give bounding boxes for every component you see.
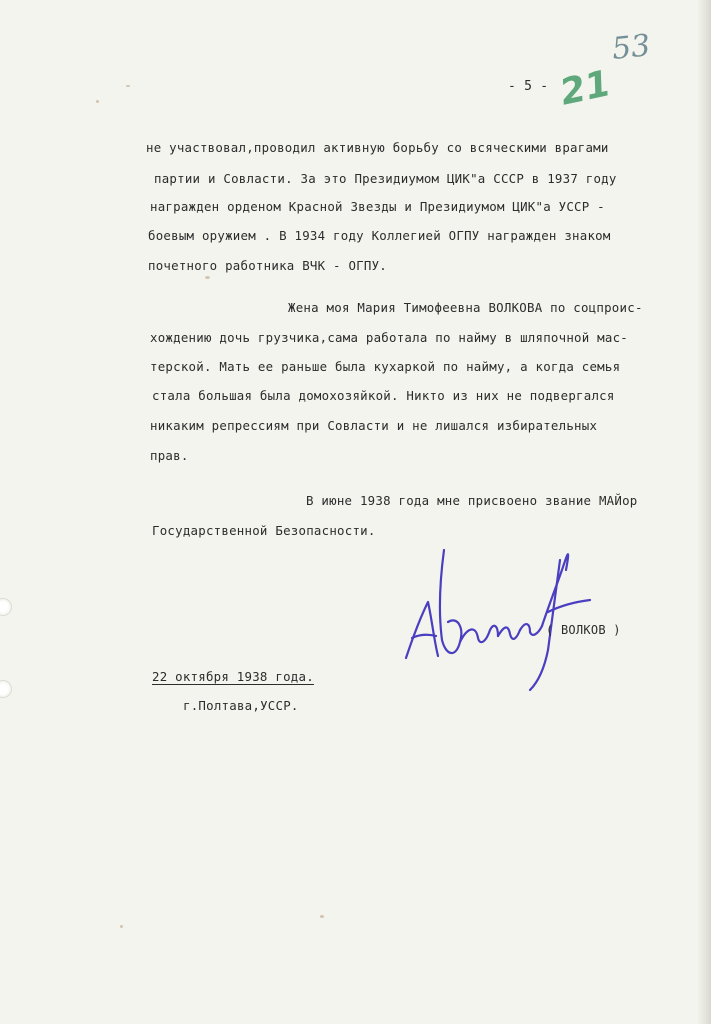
archive-stamp-number: 21 [559,62,611,115]
body-line: Государственной Безопасности. [152,523,376,538]
paper-spot [126,85,130,87]
document-city: г.Полтава,УССР. [183,698,299,713]
body-line: стала большая была домохозяйкой. Никто из них не подвергался [152,388,615,403]
body-line: никаким репрессиям при Совласти и не лишался избирательных [150,418,598,433]
body-line: не участвовал,проводил активную борьбу со всяческими врагами [146,140,609,155]
page-edge [697,0,711,1024]
archive-pencil-number: 53 [610,28,652,67]
paper-spot [205,276,210,279]
body-line: боевым оружием . В 1934 году Коллегией ОГПУ награжден знаком [148,228,611,243]
body-line: В июне 1938 года мне присвоено звание МАЙор [306,493,638,508]
body-line: почетного работника ВЧК - ОГПУ. [148,258,388,273]
punch-hole [0,680,12,698]
body-line: прав. [150,448,189,463]
paper-spot [320,915,324,918]
body-line: Жена моя Мария Тимофеевна ВОЛКОВА по соцпроис- [288,300,643,315]
signature-name: ( ВОЛКОВ ) [546,623,621,637]
body-line: терской. Мать ее раньше была кухаркой по найму, а когда семья [150,359,621,374]
paper-spot [96,100,99,103]
document-date: 22 октября 1938 года. [152,669,314,684]
handwritten-signature [398,530,598,700]
punch-hole [0,598,12,616]
body-line: хождению дочь грузчика,сама работала по найму в шляпочной мас- [150,330,629,345]
body-line: партии и Совласти. За это Президиумом ЦИК"а СССР в 1937 году [154,171,617,186]
body-line: награжден орденом Красной Звезды и Президиумом ЦИК"а УССР - [150,199,605,214]
page-number: - 5 - [508,79,549,94]
paper-spot [120,925,123,928]
